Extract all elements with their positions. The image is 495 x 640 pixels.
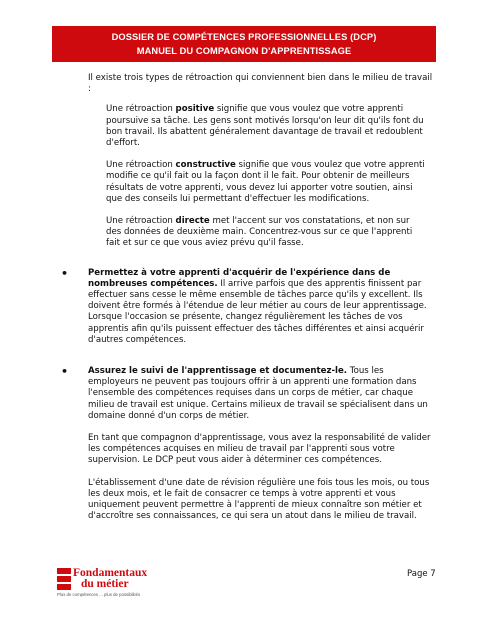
bullet-heading: Assurez le suivi de l'apprentissage et documentez-le.	[88, 366, 348, 377]
feedback-text: met l'accent sur vos constatations, et non sur des données de deuxième main. Concentrez-vous sur ce que l'apprenti fait et sur ce que vous aviez prévu qu'il fasse.	[106, 216, 413, 249]
logo-line2: du métier	[81, 578, 129, 590]
feedback-keyword: constructive	[175, 160, 236, 171]
logo-tagline: Plus de compétences ... plus de possibilités	[57, 592, 141, 597]
feedback-types	[106, 104, 426, 249]
bullet-icon: •	[61, 266, 69, 280]
feedback-keyword: directe	[175, 216, 210, 227]
feedback-keyword: positive	[175, 104, 215, 115]
intro-paragraph: Il existe trois types de rétroaction qui conviennent bien dans le milieu de travail :	[88, 73, 433, 95]
fondamentaux-logo	[57, 568, 157, 608]
bullet-icon: •	[61, 365, 69, 379]
paragraph-revision: L'établissement d'une date de révision régulière une fois tous les mois, ou tous les deux mois, et le fait de consacrer ce temps à votre apprenti et vous uniquement peuvent permettre à l'apprenti de mieux connaître son métier et d'accroître ses connaissances, ce qui sera un atout dans le milieu de travail.	[88, 477, 430, 522]
feedback-prefix: Une rétroaction	[106, 160, 176, 171]
page-header-banner	[52, 26, 436, 62]
bullet-text: Il arrive parfois que des apprentis finissent par effectuer sans cesse le même ensemble de tâches parce qu'ils y excellent. Ils doivent être formés à l'étendue de leur métier au cours de leur apprentissage. Lorsque l'occasion se présente, changez régulièrement les tâches de vos apprentis afin qu'ils puissent effectuer des tâches différentes et ainsi acquérir d'autres compétences.	[88, 278, 427, 345]
bullet-paragraph	[88, 268, 434, 346]
feedback-text: signifie que vous voulez que votre apprenti modifie ce qu'il fait ou la façon dont il le fait. Pour obtenir de meilleurs résultats de votre apprenti, vous devez lui apporter votre soutien, ainsi que des conseils lui permettant d'effectuer les modifications.	[106, 160, 425, 204]
feedback-positive	[106, 104, 426, 149]
paragraph-responsabilite: En tant que compagnon d'apprentissage, vous avez la responsabilité de valider les compétences acquises en milieu de travail par l'apprenti sous votre supervision. Le DCP peut vous aider à déterminer ces compétences.	[88, 433, 431, 466]
bullet-experience	[61, 266, 434, 346]
logo-mark-icon	[57, 568, 71, 590]
bullet-heading: Permettez à votre apprenti d'acquérir de l'expérience dans de nombreuses compétences.	[88, 267, 391, 289]
bullet-text: Tous les employeurs ne peuvent pas toujours offrir à un apprenti une formation dans l'ensemble des compétences requises dans un corps de métier, car chaque milieu de travail est unique. Certains milieux de travail se spécialisent dans un domaine donné d'un corps de métier.	[88, 366, 428, 421]
page-number: Page 7	[407, 569, 436, 579]
bullet-suivi	[61, 365, 434, 522]
header-title-line2: MANUEL DU COMPAGNON D'APPRENTISSAGE	[136, 46, 352, 56]
logo-line1: Fondamentaux	[73, 567, 148, 579]
bullet-paragraph	[88, 366, 434, 422]
feedback-constructive	[106, 160, 426, 205]
feedback-text: signifie que vous voulez que votre apprenti poursuive sa tâche. Les gens sont motivés lorsqu'on leur dit qu'ils font du bon travail. Ils abattent généralement davantage de travail et redoublent d'effort.	[106, 104, 424, 149]
feedback-prefix: Une rétroaction	[106, 104, 176, 115]
feedback-directe	[106, 216, 426, 250]
logo-wordmark	[73, 568, 147, 590]
header-title-line1: DOSSIER DE COMPÉTENCES PROFESSIONNELLES (DCP)	[111, 32, 377, 42]
main-content	[61, 73, 434, 523]
feedback-prefix: Une rétroaction	[106, 216, 176, 227]
